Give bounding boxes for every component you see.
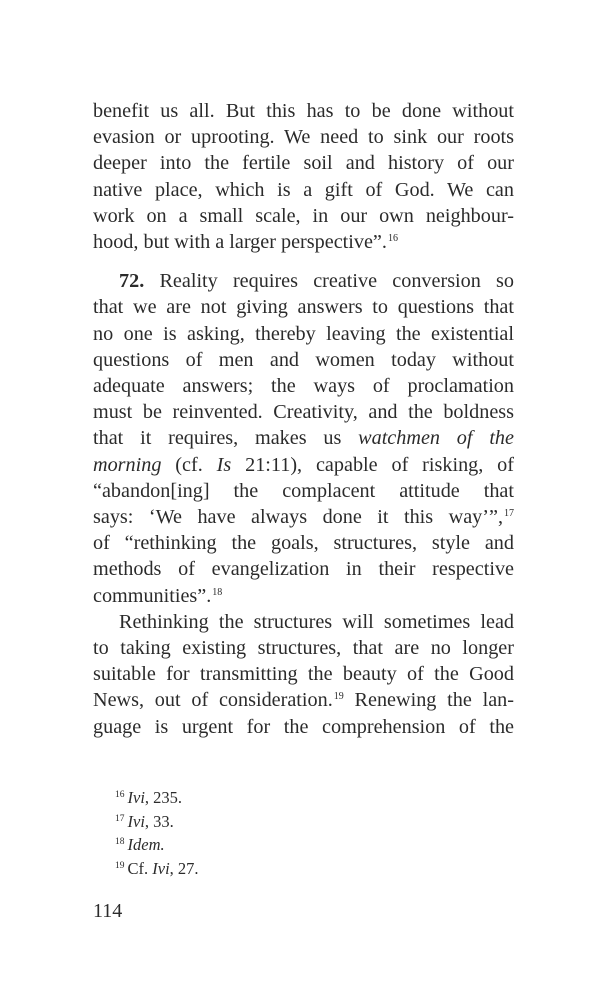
footnote-number: 18 xyxy=(115,837,125,847)
continuation-paragraph xyxy=(93,98,514,255)
paragraph-number: 72. xyxy=(119,270,145,293)
italic-text: morning xyxy=(93,453,162,476)
text-line: that we are not giving answers to questions that xyxy=(93,296,514,319)
text-segment: (cf. xyxy=(161,453,217,476)
text-segment: Renewing the lan- xyxy=(343,689,514,712)
footnote-ref[interactable]: 18 xyxy=(212,586,223,598)
footnote-item xyxy=(115,832,199,856)
footnote-text: , 235. xyxy=(144,788,183,807)
text-line: suitable for transmitting the beauty of the Good xyxy=(93,663,514,686)
footnote-number: 19 xyxy=(115,860,125,871)
footnote-text: , 27. xyxy=(169,858,199,878)
text-segment: communities”. xyxy=(93,584,212,607)
text-line xyxy=(93,452,514,478)
text-line xyxy=(93,687,514,713)
text-line: Rethinking the structures will sometimes lead xyxy=(119,610,514,633)
text-line: of “rethinking the goals, structures, style and xyxy=(93,532,514,555)
text-line: work on a small scale, in our own neighbour- xyxy=(93,204,514,227)
italic-text: Ivi xyxy=(127,788,145,807)
text-line: benefit us all. But this has to be done without xyxy=(93,100,514,122)
footnote-number: 16 xyxy=(115,790,125,800)
text-line: “abandon[ing] the complacent attitude that xyxy=(93,479,514,502)
text-line: must be reinvented. Creativity, and the boldness xyxy=(93,401,514,424)
italic-text: Ivi xyxy=(152,858,170,878)
text-line: adequate answers; the ways of proclamation xyxy=(93,375,514,398)
text-line: deeper into the fertile soil and history of our xyxy=(93,152,514,175)
text-segment: says: ‘We have always done it this way’”, xyxy=(93,506,503,529)
text-line xyxy=(93,583,514,609)
text-segment: Reality requires creative conversion so xyxy=(159,270,515,293)
page-number: 114 xyxy=(93,900,123,922)
footnote-item xyxy=(115,856,199,880)
text-line: no one is asking, thereby leaving the existential xyxy=(93,322,514,345)
text-line xyxy=(93,268,514,294)
footnote-text: Cf. xyxy=(127,858,153,878)
text-segment: 21:11), capable of risking, of xyxy=(231,453,514,476)
text-line: questions of men and women today without xyxy=(93,348,514,371)
page-body xyxy=(93,98,514,740)
footnote-ref[interactable]: 19 xyxy=(333,691,344,703)
text-segment: News, out of consideration. xyxy=(93,689,333,712)
italic-text: watchmen of the xyxy=(358,427,514,450)
text-line: to taking existing structures, that are no longer xyxy=(93,637,514,660)
text-line: evasion or uprooting. We need to sink our roots xyxy=(93,126,514,149)
footnote-text: , 33. xyxy=(144,811,174,831)
text-line xyxy=(93,504,514,530)
footnote-number: 17 xyxy=(115,813,125,824)
text-segment: that it requires, makes us xyxy=(93,427,359,450)
footnote-item xyxy=(115,785,199,809)
footnote-item xyxy=(115,809,199,833)
text-line: methods of evangelization in their respective xyxy=(93,558,514,581)
paragraph-72 xyxy=(93,268,514,609)
text-segment: hood, but with a larger perspective”. xyxy=(93,231,387,254)
footnotes xyxy=(115,785,199,879)
text-line: guage is urgent for the comprehension of the xyxy=(93,715,514,738)
text-line: native place, which is a gift of God. We can xyxy=(93,178,514,201)
footnote-ref[interactable]: 17 xyxy=(504,508,514,520)
paragraph-rethinking xyxy=(93,609,514,740)
scripture-ref: Is xyxy=(216,453,232,476)
text-line xyxy=(93,229,514,255)
italic-text: Ivi xyxy=(127,811,145,831)
text-line xyxy=(93,425,514,451)
italic-text: Idem. xyxy=(127,835,165,854)
footnote-ref[interactable]: 16 xyxy=(387,233,398,245)
